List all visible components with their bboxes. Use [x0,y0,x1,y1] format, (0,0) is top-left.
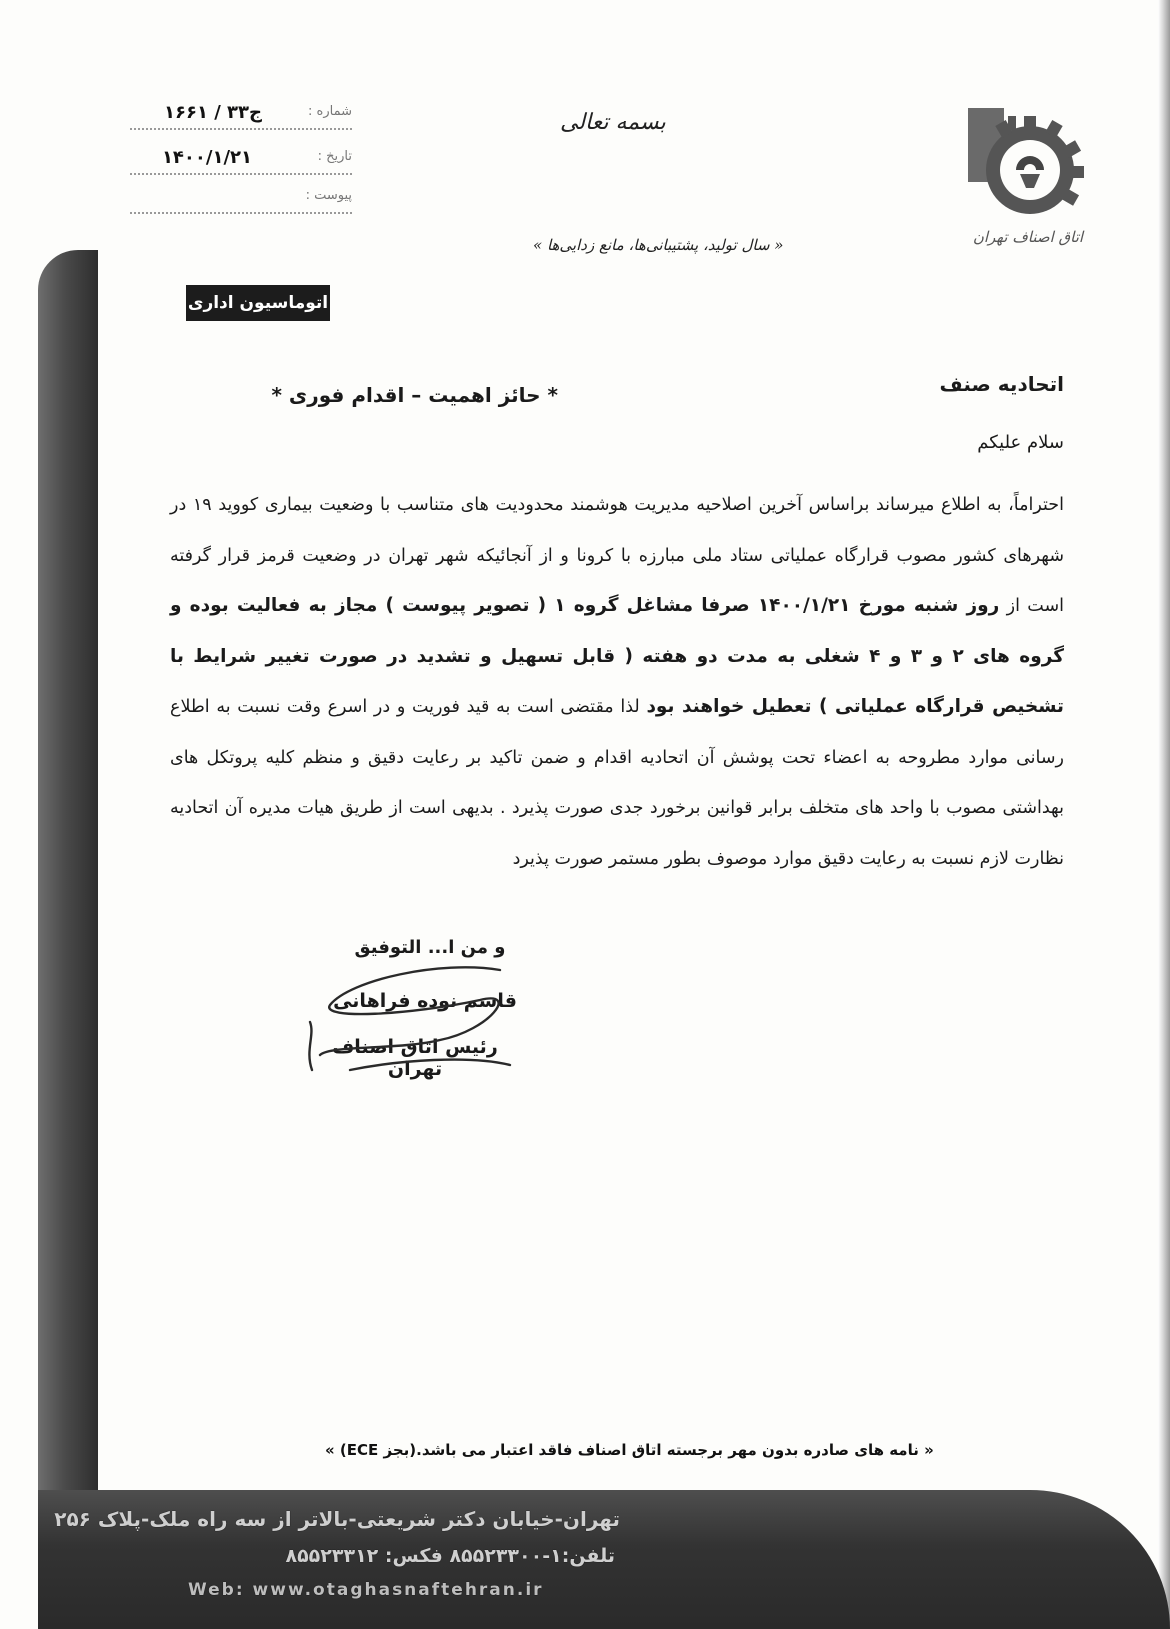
body-text-part1: احتراماً، به اطلاع میرساند براساس آخرین اصلاحیه مدیریت هوشمند محدودیت های متناسب با وضعیت بیماری کووید ۱۹ در شهرهای کشور مصوب قرارگاه عملیاتی ستاد ملی مبارزه با کرونا و از آنجائیکه شهر تهران در وضعیت قرمز قرار گرفته است از [170,495,1064,616]
recipient: اتحادیه صنف [939,372,1064,396]
body-text-emphasis: روز شنبه مورخ ۱۴۰۰/۱/۲۱ صرفا مشاغل گروه ۱ ( تصویر پیوست ) مجاز به فعالیت بوده و گروه های ۲ و ۳ و ۴ شغلی به مدت دو هفته ( قابل تسهیل و تشدید در صورت تغییر شرایط با تشخیص قرارگاه عملیاتی ) تعطیل خواهند بود [170,595,1064,717]
footer-website: Web: www.otaghasnaftehran.ir [188,1580,544,1600]
greeting: سلام علیکم [977,432,1064,453]
number-value: ۱۶۶۱ / ۳۳ج [163,102,262,123]
date-value: ۱۴۰۰/۱/۲۱ [161,147,252,168]
letter-date-field [130,147,352,175]
attachment-label: پیوست : [305,188,352,203]
logo-caption: اتاق اصناف تهران [972,228,1084,246]
footer-phone-fax: تلفن:۱-۸۵۵۲۳۳۰۰ فکس: ۸۵۵۲۳۳۱۲ [285,1545,615,1567]
decorative-band-corner [98,1360,228,1490]
validity-note: « نامه های صادره بدون مهر برجسته اتاق اصناف فاقد اعتبار می باشد.(بجز ECE) » [325,1441,934,1459]
handwritten-signature [290,960,530,1090]
number-label: شماره : [308,104,352,119]
date-label: تاریخ : [317,149,352,164]
scan-edge [1158,0,1170,1629]
signatory-title: رئیس اتاق اصناف تهران [332,1036,498,1080]
letter-attachment-field [130,186,352,214]
footer-address: تهران-خیابان دکتر شریعتی-بالاتر از سه راه ملک-پلاک ۲۵۶ [54,1507,620,1531]
signatory-name: قاسم نوده فراهانی [333,990,517,1012]
urgency-notice: * حائز اهمیت – اقدام فوری * [271,383,558,407]
closing-phrase: و من ا... التوفیق [354,937,506,958]
decorative-band-left [38,250,98,1629]
year-slogan: « سال تولید، پشتیبانی‌ها، مانع زدایی‌ها » [533,236,784,254]
bismillah-heading: بسمه تعالی [560,110,666,135]
automation-stamp: اتوماسیون اداری [186,285,330,321]
letter-number-field [130,102,352,130]
body-text-part2: لذا مقتضی است به قید فوریت و در اسرع وقت نسبت به اطلاع رسانی موارد مطروحه به اعضاء تحت پوشش آن اتحادیه اقدام و ضمن تاکید بر رعایت دقیق و منظم کلیه پروتکل های بهداشتی مصوب با واحد های متخلف برابر قوانین برخورد جدی صورت پذیرد . بدیهی است از طریق هیات مدیره آن اتحادیه نظارت لازم نسبت به رعایت دقیق موارد موصوف بطور مستمر صورت پذیرد [170,697,1064,869]
letter-body [170,480,1064,884]
